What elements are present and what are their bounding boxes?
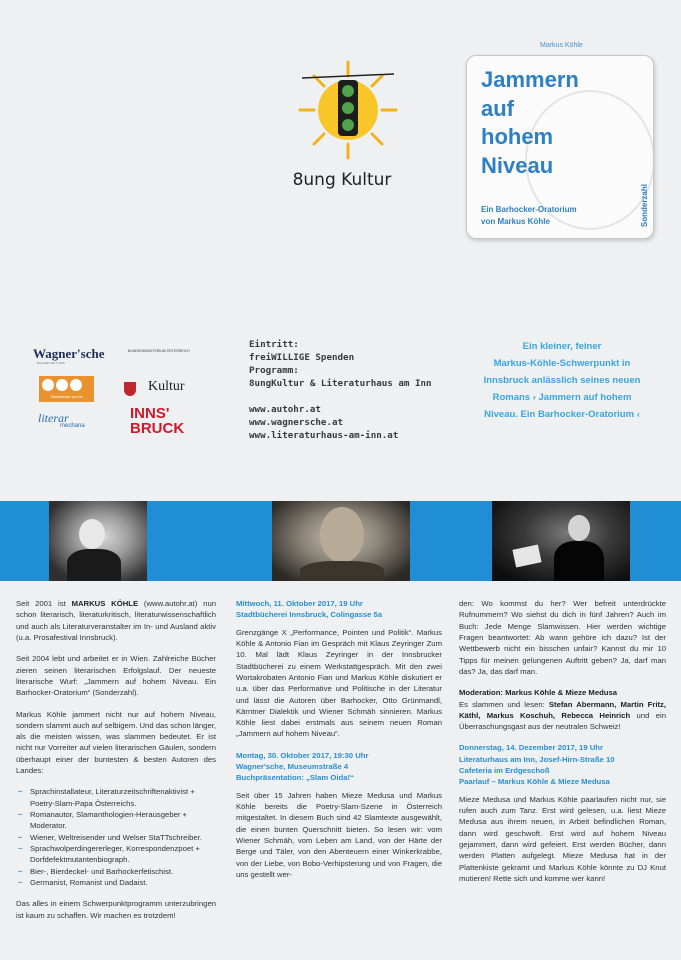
moderation-title: Moderation: Markus Köhle & Mieze Medusa [459, 688, 618, 698]
traffic-light-sun-icon [298, 60, 398, 160]
website-link[interactable]: www.literaturhaus-am-inn.at [249, 430, 399, 442]
event-heading: Montag, 30. Oktober 2017, 19:30 Uhr Wagner'sche, Museumstraße 4 Buchpräsentation: „Slam Oida!“ [236, 750, 369, 783]
cover-title [481, 66, 631, 180]
list-item: ~ Sprachinstallateur, Literaturzeitschriftenaktivist + Poetry-Slam-Papa Österreichs. [16, 786, 216, 809]
promo-line: Markus-Köhle-Schwerpunkt in [493, 357, 631, 369]
literar-logo: literar [38, 411, 69, 425]
promo-line: Innsbruck anlässlich seines neuen [483, 374, 641, 386]
website-link[interactable]: www.wagnersche.at [249, 417, 344, 429]
event-info [249, 338, 432, 390]
info-links [249, 403, 398, 442]
promo-line: Romans › Jammern auf hohem [492, 391, 632, 403]
event-description: Grenzgänge X „Performance, Pointen und Politik“. Markus Köhle & Antonio Fian im Gespräch mit Klaus Zeyringer Zum 10. Mal lädt Klaus Zeyringer in der Innsbrucker Stadtbücherei zu einem Werkstattgespräch. Mit den zwei Wortakrobaten Antonio Fian und Markus Köhle diskutiert er u.a. über das Performative und Politische in der Literatur und lässt die Autoren über Barhocker, Otto Grünmandl, Kärntner Dialektik und Wiener Schmäh sinnieren. Markus Köhle liest dabei erstmals aus seinem neuen Roman „Jammern auf hohem Niveau“. [236, 627, 442, 739]
list-item: ~ Bier-, Bierdeckel- und Barhockerfetischist. [16, 866, 216, 877]
column-about [16, 598, 216, 931]
about-paragraph: Seit 2001 ist MARKUS KÖHLE (www.autohr.at) nun schon literarisch, literaturkritisch, literaturwissenschaftlich und auch als Literaturveranstalter im In- und Ausland aktiv (u.a. Prosafestival Innsbruck). [16, 599, 216, 642]
about-paragraph: Seit 2004 lebt und arbeitet er in Wien. Zahlreiche Bücher zieren seinen literarischen Erfolgslauf. Der neueste literarische Wurf: „Jammern auf hohem Niveau. Ein Barhocker-Oratorium“ (Sonderzahl). [16, 654, 216, 698]
tirol-eagle-icon [124, 382, 136, 396]
list-item: ~ Sprachwolperdingererleger, Korrespondenzpoet + Dorfdefektmutantenbiograph. [16, 843, 216, 866]
info-line: freiWILLIGE Spenden [249, 352, 355, 364]
cover-subtitle-line: von Markus Köhle [481, 217, 550, 227]
wagner-tagline: BÜCHER SEIT 1639 [37, 361, 65, 365]
event-description: den: Wo kommst du her? Wer befreit unterdrückte Rufnummern? Wo siehst du dich in fünf Jahren? Auch im Buch: Jede Menge Slamwissen. Hier werden wichtige Fragen beantwortet: Ab wann gehöre ich dazu? Ist der Wettbewerb nicht ein bisschen unfair? Kannst du mir 10 Tipps für meinen gelungenen Auftritt geben? Ja, darf man das? Ja, das darf man. [459, 599, 666, 676]
column-events [236, 598, 442, 890]
performer-photo [492, 501, 630, 581]
publisher-label: Sonderzahl [640, 184, 649, 228]
info-line: 8ungKultur & Literaturhaus am Inn [249, 378, 432, 390]
tirol-kultur-logo: Kultur [148, 379, 185, 394]
promo-line: Ein kleiner, feiner [522, 341, 602, 352]
cover-title-line: hohem [481, 124, 554, 150]
author-name: MARKUS KÖHLE [71, 599, 139, 608]
literaturhaus-label: Literaturhaus am Inn [50, 395, 83, 399]
about-paragraph: Markus Köhle jammert nicht nur auf hohem Niveau, sondern slammt auch auf selbigem. Und das schon länger, als die meisten wissen, was slammen bedeutet. Er ist nicht nur Vorreiter auf vielen literarischen Gäulen, sondern überhaupt einer der buntesten & besten Autoren des Landes: [16, 709, 216, 776]
ministry-logo: BUNDESMINISTERIUM ÖSTERREICH [128, 349, 190, 353]
cover-subtitle [481, 204, 577, 229]
event-heading: Mittwoch, 11. Oktober 2017, 19 Uhr Stadtbücherei Innsbruck, Colingasse 5a [236, 599, 383, 620]
moderation-block: Moderation: Markus Köhle & Mieze Medusa Es slammen und lesen: Stefan Abermann, Martin Fritz, Käthl, Markus Koschuh, Rebecca Heinrich und ein Überraschungsgast aus der neutralen Schweiz! [459, 688, 666, 732]
event-description: Seit über 15 Jahren haben Mieze Medusa und Markus Köhle bereits die Poetry-Slam-Szene in Österreich mitgestaltet. In diesem Buch sind 42 Slamtexte ausgewählt, die einen bunten Querschnitt bieten. So lesen wir: vom Wiener Schmäh, vom Leben am Land, von der Härte der Berge und Täler, von den Abenteuern einer Winkerkrabbe, von der Liebe, von Bobo-Verhipsterung und von Fragen, die uns gestellt wer- [236, 790, 442, 879]
author-roles-list [16, 786, 216, 888]
cover-title-line: Niveau [481, 152, 554, 178]
book-cover [466, 55, 654, 239]
column-events-2 [459, 598, 666, 894]
event-description: Mieze Medusa und Markus Köhle paarlaufen nicht nur, sie rufen auch zum Tanz. Erst wird gelesen, u.a. liest Mieze Medusa aus ihrem neuen, in Arbeit befindlichen Roman, dann wird geschwoft. Erst wird auf hohem Niveau gejammert, dann wird gefeiert. Erst werden Bücher, dann werden Platten aufgelegt. Mieze Medusa hat in der Plattenkiste gekramt und Markus Köhle könnte zu DJ Knut mutieren! Rette sich und komme wer kann! [459, 794, 666, 883]
org-name: 8ung Kultur [292, 170, 392, 190]
cover-author: Markus Köhle [540, 42, 583, 49]
list-item: ~ Germanist, Romanist und Dadaist. [16, 877, 216, 888]
cover-title-line: auf [481, 95, 514, 121]
author-photo [49, 501, 147, 581]
author-photo [272, 501, 410, 581]
promo-line: Niveau. Ein Barhocker-Oratorium ‹ [484, 408, 640, 420]
mechana-label: mechana [60, 423, 85, 429]
list-item: ~ Wiener, Weltreisender und Welser StaTTschreiber. [16, 832, 216, 843]
info-line: Eintritt: [249, 339, 299, 350]
event-heading: Donnerstag, 14. Dezember 2017, 19 Uhr Literaturhaus am Inn, Josef-Hirn-Straße 10 Cafeteria im Erdgeschoß Paarlauf – Markus Köhle & Mieze Medusa [459, 743, 615, 787]
info-line: Programm: [249, 365, 299, 377]
website-link[interactable]: www.autohr.at [249, 404, 321, 415]
list-item: ~ Romanautor, Slamanthologien-Herausgeber + Moderator. [16, 809, 216, 832]
cover-subtitle-line: Ein Barhocker-Oratorium [481, 205, 577, 214]
cover-title-line: Jammern [481, 67, 579, 92]
promo-text [474, 339, 650, 424]
innsbruck-logo: INNS' BRUCK [130, 405, 185, 437]
performer-names: Stefan Abermann, Martin Fritz, Käthl, Markus Koschuh, Rebecca Heinrich [459, 699, 666, 720]
wagner-logo: Wagner'sche [33, 346, 105, 361]
about-paragraph: Das alles in einem Schwerpunktprogramm unterzubringen ist kaum zu schaffen. Wir machen es trotzdem! [16, 899, 216, 920]
